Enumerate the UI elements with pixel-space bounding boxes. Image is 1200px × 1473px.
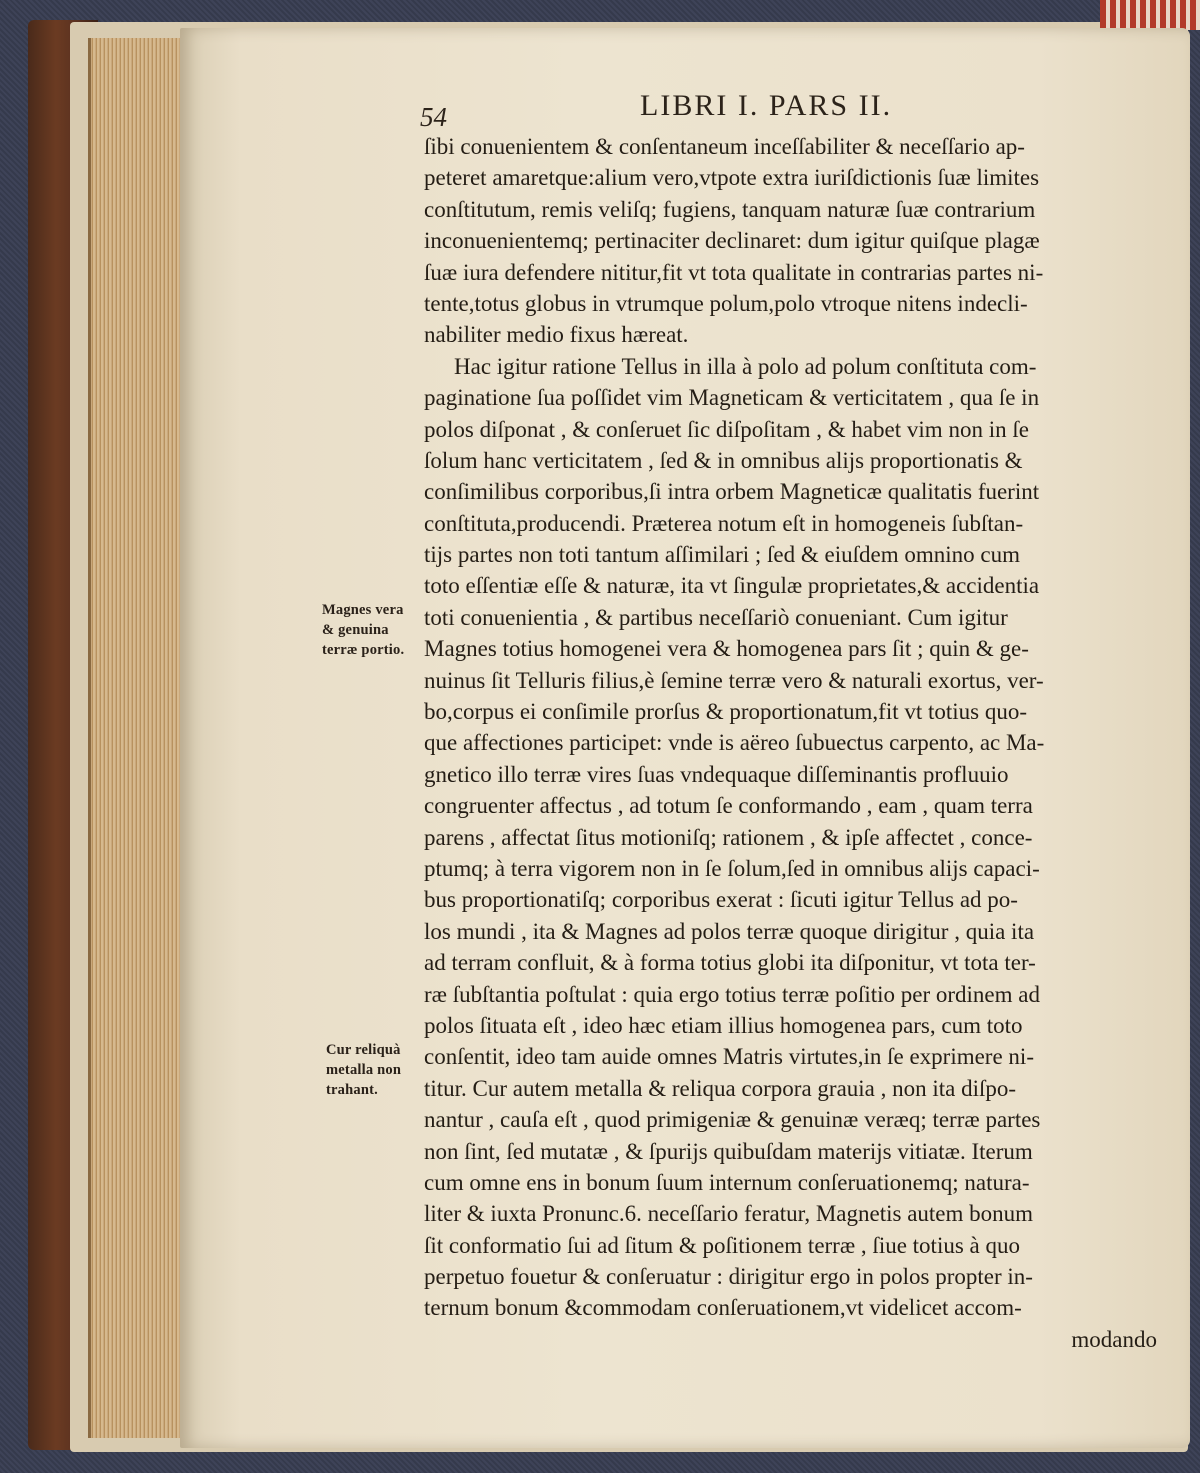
text-line: los mundi , ita & Magnes ad polos terræ quoque dirigitur , quia ita — [424, 918, 1035, 944]
text-line: Magnes totius homogenei vera & homogenea pars ſit ; quin & ge- — [424, 636, 1029, 662]
text-line: conſentit, ideo tam auide omnes Matris virtutes,in ſe exprimere ni- — [424, 1044, 1034, 1070]
text-line: nantur , cauſa eſt , quod primigeniæ & genuinæ veræq; terræ partes — [424, 1107, 1041, 1133]
page-number: 54 — [420, 102, 447, 132]
text-line: nuinus ſit Telluris filius,è ſemine terræ vero & naturali exortus, ver- — [424, 667, 1044, 693]
margin-note-line: Cur reliquà — [326, 1042, 401, 1058]
text-line: titur. Cur autem metalla & reliqua corpora grauia , non ita diſpo- — [424, 1075, 1017, 1101]
text-line: toto eſſentiæ eſſe & naturæ, ita vt ſingulæ proprietates,& accidentia — [424, 573, 1040, 599]
text-line: ſolum hanc verticitatem , ſed & in omnibus alijs proportionatis & — [424, 447, 1023, 473]
text-line: tijs partes non toti tantum aſſimilari ; ſed & eiuſdem omnino cum — [424, 542, 1020, 568]
text-line: tente,totus globus in vtrumque polum,polo vtroque nitens indecli- — [424, 290, 1028, 316]
running-head: LIBRI I. PARS II. — [640, 89, 893, 122]
margin-note-line: Magnes vera — [322, 602, 404, 618]
text-line: bus proportionatiſq; corporibus exerat : ſicuti igitur Tellus ad po- — [424, 887, 1018, 913]
margin-note-line: trahant. — [326, 1082, 378, 1098]
bookmark-ribbon — [1100, 0, 1200, 30]
text-line: congruenter affectus , ad totum ſe conformando , eam , quam terra — [424, 793, 1033, 819]
paragraph-first-line: Hac igitur ratione Tellus in illa à polo ad polum conſtituta com- — [454, 353, 1037, 379]
text-line: que affectiones participet: vnde is aëreo ſubuectus carpento, ac Ma- — [424, 730, 1045, 756]
text-line: polos diſponat , & conſeruet ſic diſpoſitam , & habet vim non in ſe — [424, 416, 1029, 442]
text-line: non ſint, ſed mutatæ , & ſpurijs quibuſdam materijs vitiatæ. Iterum — [424, 1138, 1033, 1164]
text-line: peteret amaretque:alium vero,vtpote extra iuriſdictionis ſuæ limites — [424, 165, 1040, 191]
text-line: ſuæ iura defendere nititur,fit vt tota qualitate in contrarias partes ni- — [424, 259, 1044, 285]
text-line: conſtitutum, remis veliſq; fugiens, tanquam naturæ ſuæ contrarium — [424, 196, 1036, 222]
text-line: toti conuenientia , & partibus neceſſariò conueniant. Cum igitur — [424, 604, 1008, 630]
text-line: ſit conformatio ſui ad ſitum & poſitionem terræ , ſiue totius à quo — [424, 1232, 1021, 1258]
text-line: cum omne ens in bonum ſuum internum conſeruationemq; natura- — [424, 1169, 1030, 1195]
main-text — [424, 131, 1157, 1355]
margin-note-line: terræ portio. — [322, 642, 405, 658]
catchword: modando — [1071, 1326, 1157, 1352]
text-line: paginatione ſua poſſidet vim Magneticam & verticitatem , qua ſe in — [424, 385, 1040, 411]
text-line: bo,corpus ei conſimile prorſus & proportionatum,fit vt totius quo- — [424, 699, 1028, 725]
text-line: polos ſituata eſt , ideo hæc etiam illius homogenea pars, cum toto — [424, 1012, 1023, 1038]
text-line: ad terram confluit, & à forma totius globi ita diſponitur, vt tota ter- — [424, 950, 1036, 976]
margin-note-line: & genuina — [322, 622, 389, 638]
text-line: perpetuo fouetur & conſeruatur : dirigitur ergo in polos propter in- — [424, 1264, 1033, 1290]
text-line: ptumq; à terra vigorem non in ſe ſolum,ſed in omnibus alijs capaci- — [424, 855, 1040, 881]
text-line: liter & iuxta Pronunc.6. neceſſario feratur, Magnetis autem bonum — [424, 1201, 1034, 1227]
text-line: ſibi conuenientem & conſentaneum inceſſabiliter & neceſſario ap- — [424, 134, 1025, 159]
text-line: ræ ſubſtantia poſtulat : quia ergo totius terræ poſitio per ordinem ad — [424, 981, 1040, 1007]
text-line: ternum bonum &commodam conſeruationem,vt videlicet accom- — [424, 1295, 1022, 1321]
text-line: conſimilibus corporibus,ſi intra orbem Magneticæ qualitatis fuerint — [424, 479, 1040, 505]
margin-note-metalla — [326, 1040, 401, 1100]
text-line: nabiliter medio fixus hæreat. — [424, 322, 689, 348]
text-line: gnetico illo terræ vires ſuas vndequaque diſſeminantis profluuio — [424, 761, 1009, 787]
margin-note-magnes — [322, 600, 404, 660]
text-line: parens , affectat ſitus motioniſq; rationem , & ipſe affectet , conce- — [424, 824, 1033, 850]
text-line: conſtituta,producendi. Præterea notum eſt in homogeneis ſubſtan- — [424, 510, 1024, 536]
margin-note-line: metalla non — [326, 1062, 402, 1078]
text-line: inconuenientemq; pertinaciter declinaret: dum igitur quiſque plagæ — [424, 228, 1040, 254]
